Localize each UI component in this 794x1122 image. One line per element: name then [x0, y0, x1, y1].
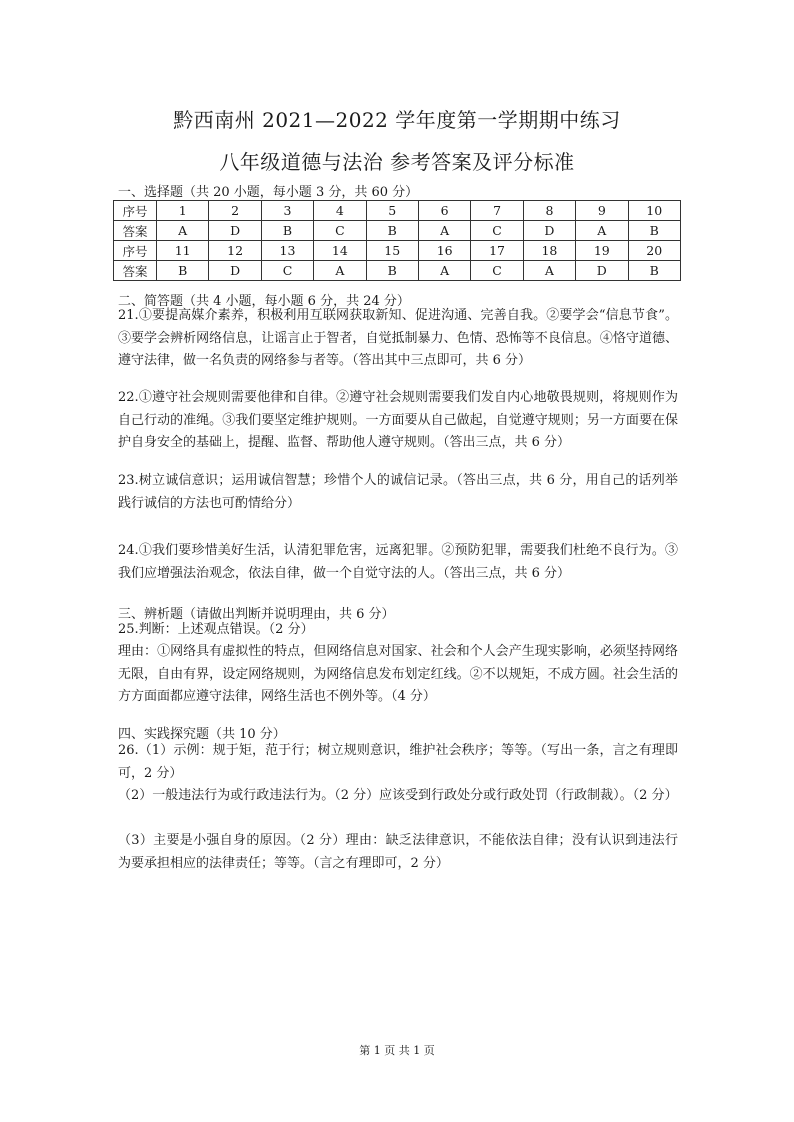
table-cell: 9 — [576, 201, 628, 221]
table-cell: 3 — [261, 201, 313, 221]
table-cell: 14 — [314, 241, 366, 261]
table-cell: B — [157, 261, 209, 281]
answer-table — [113, 200, 681, 281]
table-row-label: 序号 — [114, 241, 157, 261]
answer-25-judgment: 25.判断：上述观点错误。（2 分） — [118, 622, 314, 637]
table-cell: 7 — [471, 201, 523, 221]
table-cell: D — [576, 261, 628, 281]
table-cell: 20 — [628, 241, 680, 261]
table-cell: 5 — [366, 201, 418, 221]
table-cell: A — [576, 221, 628, 241]
table-row-label: 序号 — [114, 201, 157, 221]
table-cell: 11 — [157, 241, 209, 261]
table-cell: A — [418, 221, 470, 241]
table-cell: 4 — [314, 201, 366, 221]
table-cell: 8 — [523, 201, 575, 221]
table-cell: B — [628, 261, 680, 281]
table-cell: A — [523, 261, 575, 281]
table-row — [114, 241, 681, 261]
table-row — [114, 201, 681, 221]
table-cell: B — [628, 221, 680, 241]
table-row — [114, 221, 681, 241]
section-4-heading: 四、实践探究题（共 10 分） — [118, 727, 286, 742]
table-cell: D — [209, 221, 261, 241]
answer-25-reason: 理由：①网络具有虚拟性的特点，但网络信息对国家、社会和个人会产生现实影响，必须坚持网络无限，自由有界，设定网络规则，为网络信息发布划定红线。②不以规矩，不成方圆。社会生活的方方面面都应遵守法律，网络生活也不例外等。（4 分） — [118, 644, 678, 704]
section-2-heading: 二、简答题（共 4 小题，每小题 6 分，共 24 分） — [118, 294, 410, 309]
page-number: 第 1 页 共 1 页 — [359, 1044, 435, 1057]
table-row — [114, 261, 681, 281]
table-cell: 2 — [209, 201, 261, 221]
answer-26-part2: （2）一般违法行为或行政违法行为。（2 分）应该受到行政处分或行政处罚（行政制裁）。（2 分） — [118, 788, 678, 803]
table-cell: 13 — [261, 241, 313, 261]
table-cell: 17 — [471, 241, 523, 261]
table-row-label: 答案 — [114, 221, 157, 241]
section-3-heading: 三、辨析题（请做出判断并说明理由，共 6 分） — [118, 607, 395, 622]
answer-26-part3: （3）主要是小强自身的原因。（2 分）理由：缺乏法律意识，不能依法自律；没有认识到违法行为要承担相应的法律责任；等等。（言之有理即可，2 分） — [118, 833, 678, 871]
table-cell: C — [471, 221, 523, 241]
table-cell: 1 — [157, 201, 209, 221]
answer-24: 24.①我们要珍惜美好生活，认清犯罪危害，远离犯罪。②预防犯罪，需要我们杜绝不良行为。③我们应增强法治观念，依法自律，做一个自觉守法的人。（答出三点，共 6 分） — [118, 543, 678, 581]
table-cell: 12 — [209, 241, 261, 261]
table-cell: B — [366, 261, 418, 281]
table-cell: 6 — [418, 201, 470, 221]
answer-21: 21.①要提高媒介素养，积极利用互联网获取新知、促进沟通、完善自我。②要学会“信息节食”。③要学会辨析网络信息，让谣言止于智者，自觉抵制暴力、色情、恐怖等不良信息。④恪守道德、遵守法律，做一名负责的网络参与者等。（答出其中三点即可，共 6 分） — [118, 308, 678, 368]
table-cell: C — [261, 261, 313, 281]
answer-23: 23.树立诚信意识；运用诚信智慧；珍惜个人的诚信记录。（答出三点，共 6 分，用自己的话列举践行诚信的方法也可酌情给分） — [118, 473, 678, 511]
section-1-heading: 一、选择题（共 20 小题，每小题 3 分，共 60 分） — [118, 185, 419, 200]
table-cell: 15 — [366, 241, 418, 261]
table-cell: D — [209, 261, 261, 281]
table-cell: C — [471, 261, 523, 281]
page-title: 黔西南州 2021—2022 学年度第一学期期中练习 — [173, 108, 621, 132]
table-cell: 19 — [576, 241, 628, 261]
page-subtitle: 八年级道德与法治 参考答案及评分标准 — [219, 150, 575, 174]
table-cell: 18 — [523, 241, 575, 261]
answer-22: 22.①遵守社会规则需要他律和自律。②遵守社会规则需要我们发自内心地敬畏规则，将规则作为自己行动的准绳。③我们要坚定维护规则。一方面要从自己做起，自觉遵守规则；另一方面要在保护自身安全的基础上，提醒、监督、帮助他人遵守规则。（答出三点，共 6 分） — [118, 390, 678, 450]
table-cell: 10 — [628, 201, 680, 221]
table-cell: 16 — [418, 241, 470, 261]
table-cell: A — [157, 221, 209, 241]
table-cell: B — [261, 221, 313, 241]
table-cell: B — [366, 221, 418, 241]
table-cell: C — [314, 221, 366, 241]
table-cell: D — [523, 221, 575, 241]
table-cell: A — [314, 261, 366, 281]
table-row-label: 答案 — [114, 261, 157, 281]
table-cell: A — [418, 261, 470, 281]
answer-26-part1: 26.（1）示例：规于矩，范于行；树立规则意识，维护社会秩序；等等。（写出一条，言之有理即可，2 分） — [118, 743, 678, 781]
